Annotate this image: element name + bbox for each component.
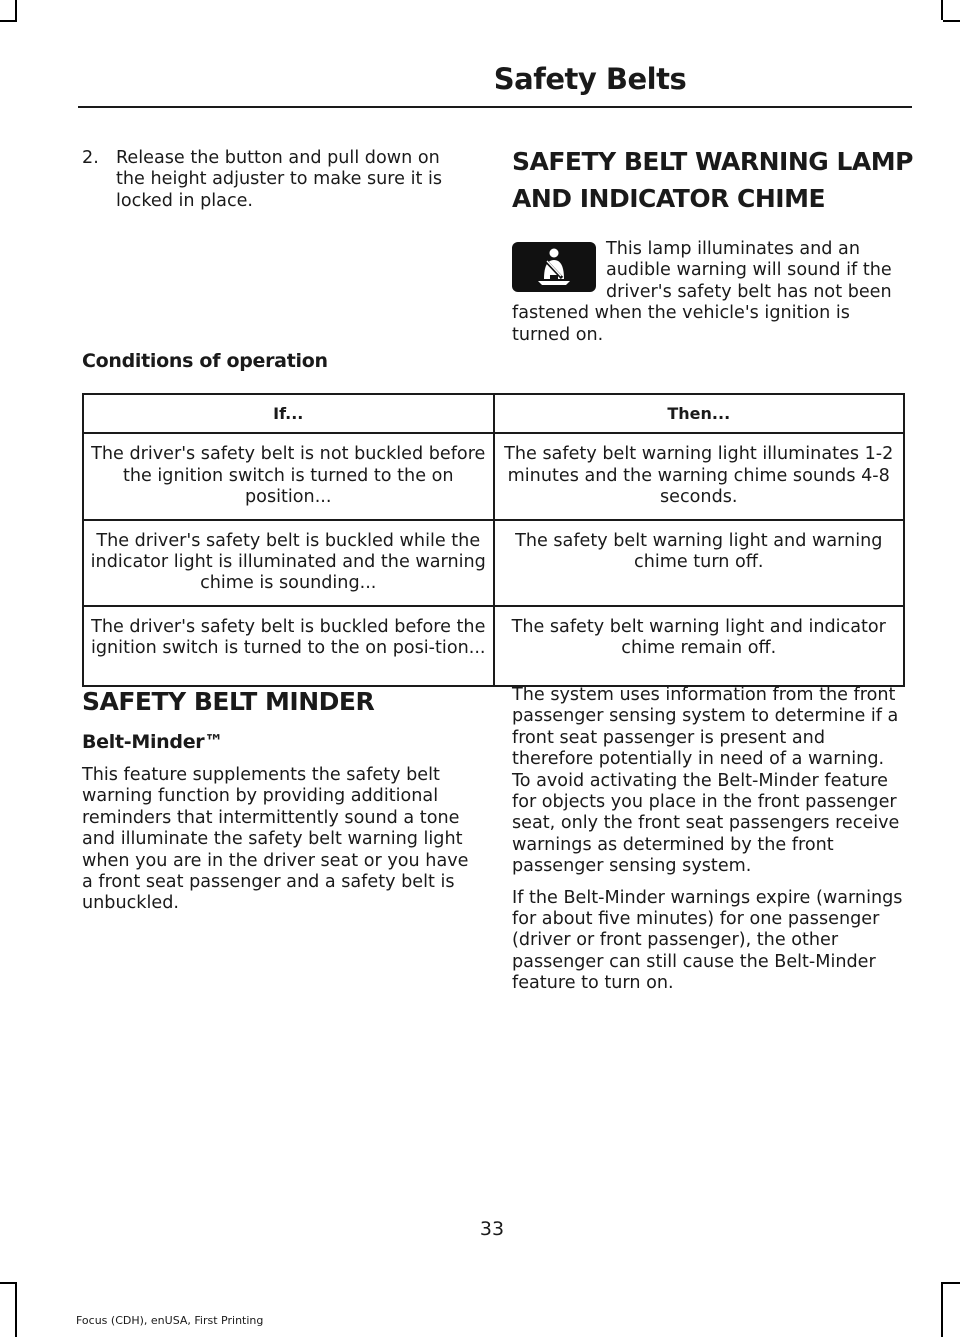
- table-cell: The driver's safety belt is not buckled before the ignition switch is turned to the on position...: [83, 433, 494, 519]
- page-header: [78, 60, 912, 108]
- warning-lamp-text: This lamp illuminates and an audible warning will sound if the driver's safety belt has not been fastened when the vehicle's ignition is turned on.: [512, 239, 892, 345]
- minder-subheading: Belt-Minder™: [82, 731, 224, 753]
- table-cell: The safety belt warning light and indicator chime remain off.: [494, 606, 905, 686]
- minder-heading: SAFETY BELT MINDER: [82, 687, 375, 716]
- minder-section: [82, 686, 478, 915]
- seatbelt-warning-icon: [512, 242, 596, 292]
- step-text: Release the button and pull down on the height adjuster to make sure it is locked in place.: [116, 148, 443, 211]
- page-number: 33: [479, 1218, 505, 1240]
- column-header-then: Then...: [494, 394, 905, 433]
- table-row: [83, 606, 904, 686]
- table-cell: The driver's safety belt is buckled before the ignition switch is turned to the on posi-tion...: [83, 606, 494, 686]
- publication-info: Focus (CDH), enUSA, First Printing: [76, 1314, 264, 1327]
- table-header-row: [83, 394, 904, 433]
- heading-line: SAFETY BELT WARNING LAMP: [512, 147, 913, 176]
- minder-paragraph-2: The system uses information from the front passenger sensing system to determine if a front seat passenger is present and therefore potentially in need of a warning. To avoid activating the Belt-Minder feature for objects you place in the front passenger seat, only the front seat passengers receive warnings as determined by the front passenger sensing system.: [512, 685, 900, 877]
- table-row: [83, 520, 904, 606]
- step-number: 2.: [82, 148, 99, 168]
- crop-mark: [943, 1282, 960, 1284]
- crop-mark: [0, 20, 17, 22]
- crop-mark: [0, 1282, 17, 1284]
- column-header-if: If...: [83, 394, 494, 433]
- crop-mark: [15, 0, 17, 20]
- crop-mark: [943, 20, 960, 22]
- minder-paragraph-1: This feature supplements the safety belt warning function by providing additional reminders that intermittently sound a tone and illuminate the safety belt warning light when you are in the driver seat or you have a front seat passenger and a safety belt is unbuckled.: [82, 765, 469, 914]
- conditions-table: [82, 393, 905, 687]
- crop-mark: [941, 0, 943, 20]
- step-2: [82, 148, 472, 212]
- table-cell: The driver's safety belt is buckled while the indicator light is illuminated and the warning chime is sounding...: [83, 520, 494, 606]
- table-cell: The safety belt warning light and warning chime turn off.: [494, 520, 905, 606]
- table-cell: The safety belt warning light illuminates 1-2 minutes and the warning chime sounds 4-8 seconds.: [494, 433, 905, 519]
- heading-line: AND INDICATOR CHIME: [512, 184, 826, 213]
- warning-lamp-heading: [512, 146, 913, 221]
- minder-paragraph-3: If the Belt-Minder warnings expire (warnings for about five minutes) for one passenger (driver or front passenger), the other passenger can still cause the Belt-Minder feature to turn on.: [512, 887, 903, 994]
- crop-mark: [941, 1282, 943, 1337]
- crop-mark: [15, 1282, 17, 1337]
- warning-lamp-section: [512, 146, 913, 346]
- page-title: Safety Belts: [493, 62, 687, 96]
- conditions-heading: Conditions of operation: [82, 350, 328, 372]
- table-row: [83, 433, 904, 519]
